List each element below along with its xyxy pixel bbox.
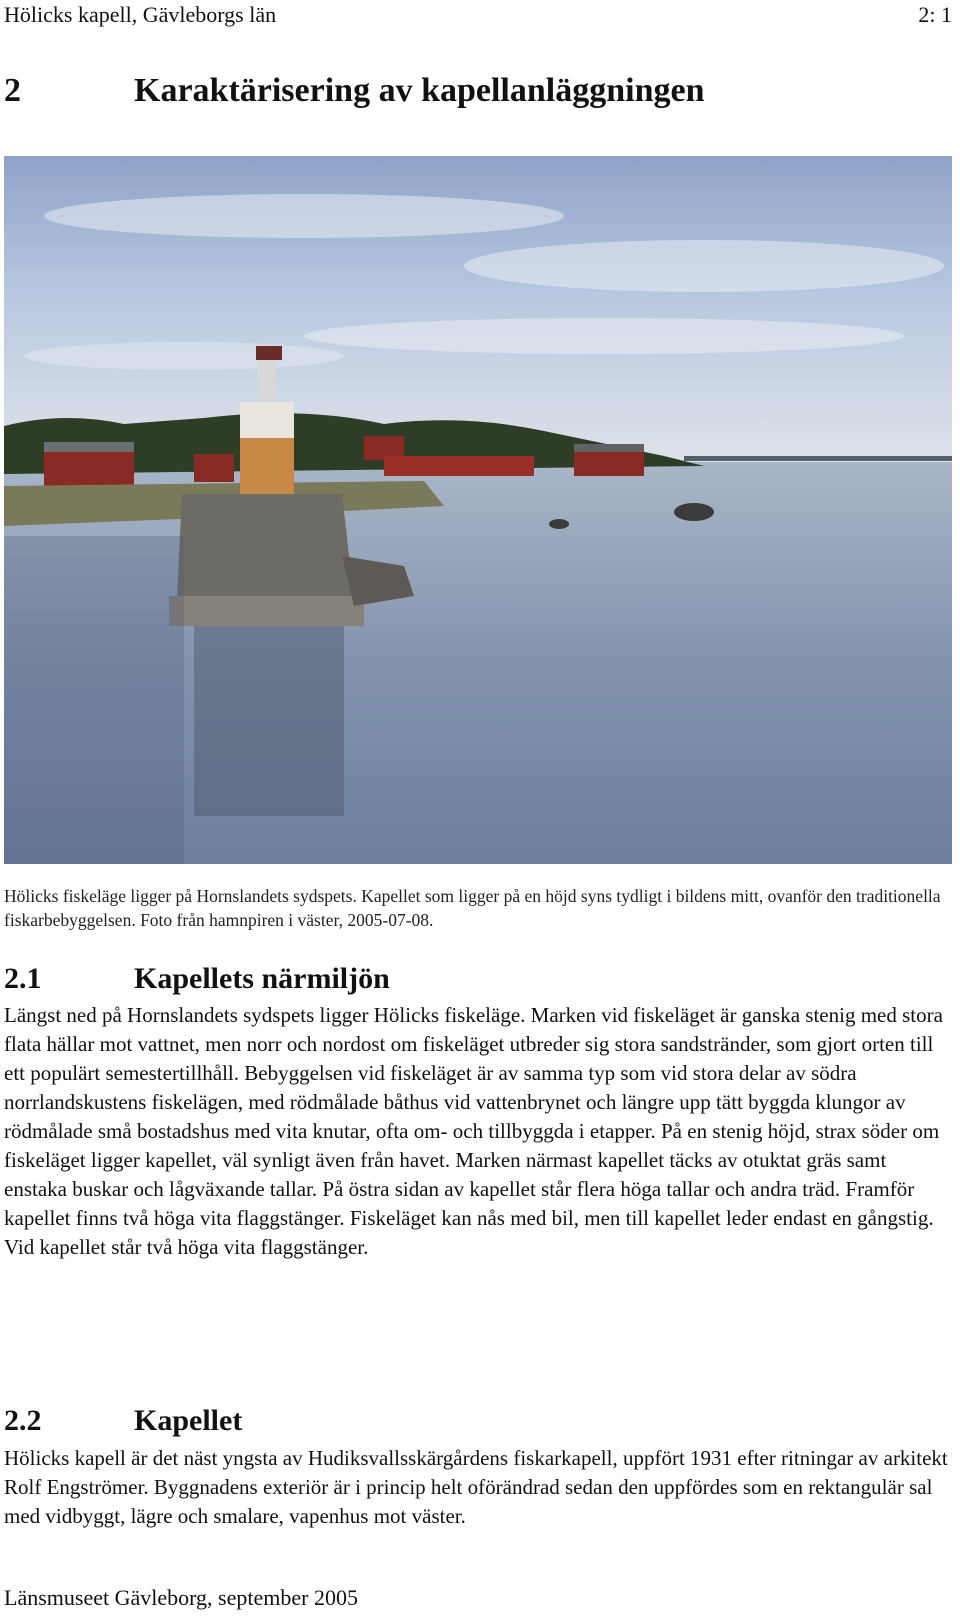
- chapter-number: 2: [4, 72, 21, 109]
- section-2-1-paragraph: Längst ned på Hornslandets sydspets ligger Hölicks fiskeläge. Marken vid fiskeläget är ganska stenig med stora flata hällar mot vattnet, men norr och nordost om fiskeläget utbreder sig stora sandstränder, som gjort orten till ett populärt semestertillhåll. Bebyggelsen vid fiskeläget är av samma typ som vid stora delar av södra norrlandskustens fiskelägen, med rödmålade båthus vid vattenbrynet och längre upp tätt byggda klungor av rödmålade små bostadshus med vita knutar, ofta om- och tillbyggda i etapper. På en stenig höjd, strax söder om fiskeläget ligger kapellet, väl synligt även från havet. Marken närmast kapellet täcks av otuktat gräs samt enstaka buskar och lågväxande tallar. På östra sidan av kapellet står flera höga tallar och andra träd. Framför kapellet finns två höga vita flaggstänger. Fiskeläget kan nås med bil, men till kapellet leder endast en gångstig. Vid kapellet står två höga vita flaggstänger.: [4, 1003, 943, 1259]
- section-2-2-paragraph: Hölicks kapell är det näst yngsta av Hudiksvallsskärgårdens fiskarkapell, uppfört 1931 efter ritningar av arkitekt Rolf Engströmer. Byggnadens exteriör är i princip helt oförändrad sedan den uppfördes som en rektangulär sal med vidbyggt, lägre och smalare, vapenhus mot väster.: [4, 1446, 948, 1528]
- section-title: Kapellet: [134, 1404, 243, 1437]
- section-heading-2-2: [4, 1404, 952, 1438]
- chapter-heading: [4, 72, 952, 110]
- section-heading-2-1: [4, 962, 952, 996]
- page-header: [4, 0, 952, 30]
- page-footer: Länsmuseet Gävleborg, september 2005: [4, 1585, 358, 1610]
- chapter-title: Karaktärisering av kapellanläggningen: [134, 72, 705, 109]
- section-number: 2.1: [4, 962, 42, 995]
- section-title: Kapellets närmiljön: [134, 962, 390, 995]
- document-title: Hölicks kapell, Gävleborgs län: [4, 2, 277, 27]
- harbour-photo: [4, 156, 952, 864]
- harbour-photo-illustration: [4, 156, 952, 864]
- photo-caption: Hölicks fiskeläge ligger på Hornslandets sydspets. Kapellet som ligger på en höjd syns tydligt i bildens mitt, ovanför den traditionella fiskarbebyggelsen. Foto från hamnpiren i väster, 2005-07-08.: [4, 886, 941, 930]
- section-number: 2.2: [4, 1404, 42, 1437]
- page-number: 2: 1: [918, 2, 952, 27]
